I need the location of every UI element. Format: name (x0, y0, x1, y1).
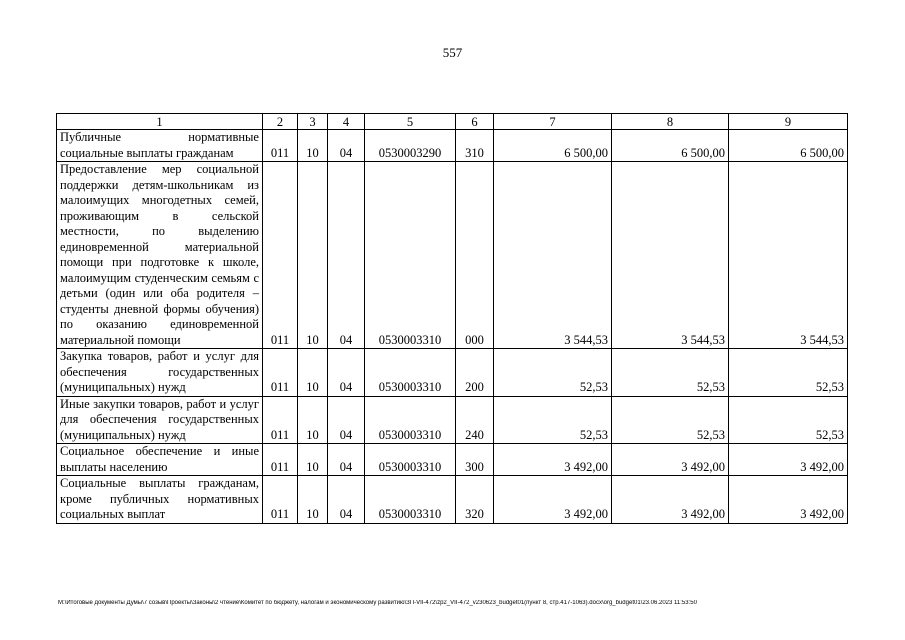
header-cell: 2 (263, 114, 298, 130)
amount-col8: 52,53 (612, 349, 729, 397)
row-name: Публичные нормативные социальные выплаты гражданам (57, 130, 263, 162)
code-pr: 04 (328, 130, 365, 162)
header-cell: 8 (612, 114, 729, 130)
code-csr: 0530003310 (365, 162, 456, 349)
amount-col7: 3 544,53 (494, 162, 612, 349)
amount-col8: 52,53 (612, 396, 729, 444)
header-cell: 6 (456, 114, 494, 130)
header-row (57, 114, 848, 130)
header-cell: 9 (729, 114, 848, 130)
amount-col8: 6 500,00 (612, 130, 729, 162)
code-rz: 10 (298, 349, 328, 397)
amount-col9: 52,53 (729, 349, 848, 397)
code-csr: 0530003310 (365, 476, 456, 524)
code-gr: 011 (263, 349, 298, 397)
code-gr: 011 (263, 396, 298, 444)
row-name: Иные закупки товаров, работ и услуг для обеспечения государственных (муниципальных) нужд (57, 396, 263, 444)
amount-col9: 3 492,00 (729, 444, 848, 476)
header-cell: 5 (365, 114, 456, 130)
code-csr: 0530003310 (365, 444, 456, 476)
code-rz: 10 (298, 130, 328, 162)
code-pr: 04 (328, 396, 365, 444)
amount-col9: 3 492,00 (729, 476, 848, 524)
amount-col7: 3 492,00 (494, 444, 612, 476)
code-rz: 10 (298, 444, 328, 476)
code-csr: 0530003290 (365, 130, 456, 162)
code-vr: 200 (456, 349, 494, 397)
code-vr: 300 (456, 444, 494, 476)
row-name: Социальные выплаты гражданам, кроме публичных нормативных социальных выплат (57, 476, 263, 524)
amount-col7: 6 500,00 (494, 130, 612, 162)
page-number: 557 (442, 45, 463, 60)
code-gr: 011 (263, 476, 298, 524)
code-rz: 10 (298, 396, 328, 444)
amount-col9: 3 544,53 (729, 162, 848, 349)
row-name: Социальное обеспечение и иные выплаты населению (57, 444, 263, 476)
amount-col9: 52,53 (729, 396, 848, 444)
header-cell: 7 (494, 114, 612, 130)
file-path-footer: M:\Итоговые документы Думы\7 созыв\Проекты\Законы\2 чтение\Комитет по бюджету, налогам и экономическому развитию\ЗП-VII-472\zp2_VII-472_v230623_budget01(пункт 8, стр.417-1063).docx\org_budget01\23.06.2023 11:53:50 (58, 600, 697, 606)
code-vr: 320 (456, 476, 494, 524)
code-gr: 011 (263, 444, 298, 476)
code-rz: 10 (298, 476, 328, 524)
table-row (57, 349, 848, 397)
budget-table (56, 113, 848, 524)
code-gr: 011 (263, 162, 298, 349)
table-row (57, 476, 848, 524)
code-pr: 04 (328, 349, 365, 397)
table-row (57, 444, 848, 476)
code-vr: 310 (456, 130, 494, 162)
header-cell: 3 (298, 114, 328, 130)
amount-col9: 6 500,00 (729, 130, 848, 162)
code-pr: 04 (328, 162, 365, 349)
code-vr: 240 (456, 396, 494, 444)
code-csr: 0530003310 (365, 396, 456, 444)
code-gr: 011 (263, 130, 298, 162)
code-pr: 04 (328, 444, 365, 476)
header-cell: 4 (328, 114, 365, 130)
amount-col7: 52,53 (494, 349, 612, 397)
amount-col8: 3 492,00 (612, 444, 729, 476)
amount-col7: 3 492,00 (494, 476, 612, 524)
table-row (57, 130, 848, 162)
amount-col8: 3 492,00 (612, 476, 729, 524)
amount-col8: 3 544,53 (612, 162, 729, 349)
code-rz: 10 (298, 162, 328, 349)
code-pr: 04 (328, 476, 365, 524)
row-name: Предоставление мер социальной поддержки детям-школьникам из малоимущих многодетных семей, проживающим в сельской местности, по выделению единовременной материальной помощи при подготовке к школе, малоимущим студенческим семьям с детьми (один или оба родителя – студенты дневной формы обучения) по оказанию единовременной материальной помощи (57, 162, 263, 349)
table-row (57, 162, 848, 349)
table-row (57, 396, 848, 444)
code-csr: 0530003310 (365, 349, 456, 397)
code-vr: 000 (456, 162, 494, 349)
amount-col7: 52,53 (494, 396, 612, 444)
row-name: Закупка товаров, работ и услуг для обеспечения государственных (муниципальных) нужд (57, 349, 263, 397)
header-cell: 1 (57, 114, 263, 130)
